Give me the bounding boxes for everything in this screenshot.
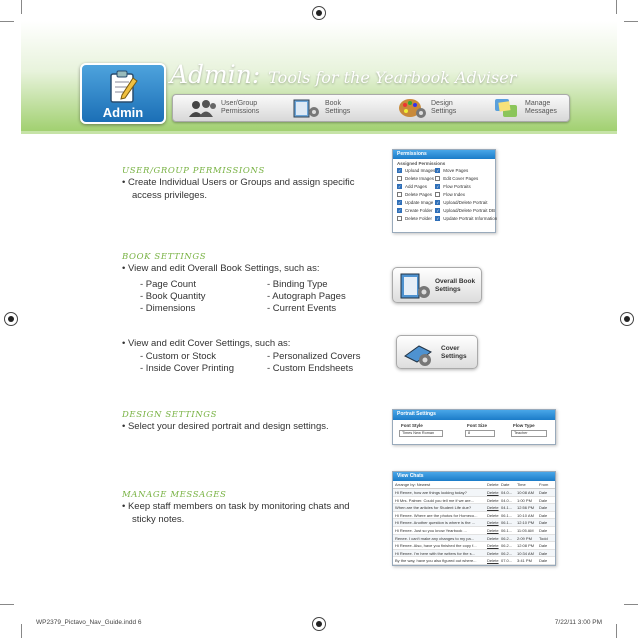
permission-item — [397, 184, 435, 189]
permission-checkbox[interactable] — [397, 176, 402, 181]
permission-checkbox[interactable]: ✓ — [398, 208, 402, 213]
chat-message: Hi Renee. I'm here with the writers for the s... — [395, 550, 475, 556]
header-divider — [21, 131, 617, 134]
chat-time: 12:08 PM — [517, 543, 535, 549]
chat-date: 06.2... — [501, 543, 513, 549]
section-title: DESIGN SETTINGS — [122, 410, 218, 420]
delete-link[interactable]: Delete — [487, 550, 499, 556]
panel-title: Portrait Settings — [393, 410, 555, 420]
button-label: Overall Book Settings — [435, 278, 476, 293]
chat-from: Todd — [539, 535, 548, 541]
chat-time: 12:10 PM — [517, 520, 535, 526]
permission-item — [435, 200, 497, 205]
chat-date: 06.1... — [501, 527, 513, 533]
delete-link[interactable]: Delete — [487, 497, 499, 503]
column-header[interactable]: Delete — [487, 482, 499, 487]
list-item: - Custom Endsheets — [267, 363, 354, 374]
permission-checkbox[interactable]: ✓ — [436, 168, 440, 173]
delete-link[interactable]: Delete — [487, 543, 499, 549]
chat-message: Hi Renee. Just so you know Yearbook ... — [395, 527, 467, 533]
chat-message: Hi Mrs. Palmer. Could you tell me if we are... — [395, 497, 474, 503]
list-item: - Binding Type — [267, 279, 328, 290]
chat-from: Dale — [539, 520, 548, 526]
column-header[interactable]: From — [539, 482, 549, 487]
permission-item — [397, 200, 435, 205]
chat-time: 10:34 AM — [517, 550, 534, 556]
crop-mark — [21, 624, 22, 638]
book-gear-icon — [291, 97, 323, 119]
permission-label: Upload/Delete Portrait — [443, 200, 488, 205]
field-label: Flow Type — [513, 423, 535, 428]
admin-label: Admin — [102, 105, 144, 120]
delete-link[interactable]: Delete — [487, 520, 499, 526]
users-icon — [187, 97, 219, 119]
permission-label: Move Pages — [443, 168, 469, 173]
permission-item — [397, 176, 435, 181]
chat-time: 11:05 AM — [517, 527, 534, 533]
chat-message: Hi Renee. Another question is where is the ... — [395, 520, 476, 526]
field-label: Font Size — [467, 423, 487, 428]
section-cover-settings — [122, 337, 290, 350]
book-gear-icon — [397, 270, 433, 302]
list-item: - Book Quantity — [140, 291, 206, 302]
chat-message: Hi Renee. Where are the photos for Homeco... — [395, 512, 478, 518]
section-bullet-cont: sticky notes. — [132, 514, 185, 525]
panel-title: Permissions — [393, 150, 495, 159]
crop-mark — [616, 0, 617, 14]
chat-time: 10:10 AM — [517, 512, 534, 518]
crop-mark — [0, 604, 14, 605]
crop-mark — [616, 624, 617, 638]
chat-from: Dale — [539, 558, 548, 564]
permission-label: Flow Portraits — [443, 184, 471, 189]
list-item: - Current Events — [267, 303, 337, 314]
permission-item — [435, 176, 497, 181]
permission-item — [397, 216, 435, 221]
chat-date: 06.1... — [501, 512, 513, 518]
chat-row[interactable] — [393, 550, 555, 558]
registration-mark — [312, 6, 326, 20]
list-item: - Autograph Pages — [267, 291, 346, 302]
chat-from: Dale — [539, 543, 548, 549]
registration-mark — [620, 312, 634, 326]
book-list-col2 — [267, 279, 346, 315]
permission-checkbox[interactable] — [397, 192, 402, 197]
clipboard-pen-icon — [103, 68, 143, 108]
title-subtitle: Tools for the Yearbook Adviser — [268, 68, 517, 87]
permission-item — [435, 184, 497, 189]
crop-mark — [0, 21, 14, 22]
admin-nav-bar — [172, 94, 570, 122]
font-style-select[interactable] — [399, 430, 443, 437]
chat-from: Dale — [539, 550, 548, 556]
chat-row[interactable] — [393, 504, 555, 512]
delete-link[interactable]: Delete — [487, 535, 499, 541]
permission-checkbox[interactable]: ✓ — [436, 216, 440, 221]
chat-from: Dale — [539, 490, 548, 495]
delete-link[interactable]: Delete — [487, 512, 499, 518]
permissions-grid — [393, 168, 498, 221]
chat-date: 06.1... — [501, 520, 513, 526]
permission-item — [435, 168, 497, 173]
panel-title: View Chats — [393, 472, 555, 481]
permission-checkbox[interactable]: ✓ — [436, 208, 440, 213]
permission-checkbox[interactable] — [435, 176, 440, 181]
chat-row[interactable] — [393, 512, 555, 520]
chat-row[interactable] — [393, 497, 555, 505]
nav-manage-messages[interactable] — [491, 97, 569, 121]
list-item: - Personalized Covers — [267, 351, 361, 362]
permission-checkbox[interactable]: ✓ — [436, 184, 440, 189]
select-value: 8 — [468, 431, 471, 435]
chat-from: Dale — [539, 527, 548, 533]
chat-date: 07.0... — [501, 558, 513, 564]
chat-date: 04.0... — [501, 490, 513, 495]
permissions-panel — [392, 149, 496, 233]
page-title — [170, 60, 516, 89]
permission-label: Update Image — [405, 200, 434, 205]
permission-label: Edit Cover Pages — [443, 176, 479, 181]
panel-subtitle: Assigned Permissions — [397, 161, 446, 166]
nav-label: User/Group Permissions — [221, 100, 260, 115]
section-title: USER/GROUP PERMISSIONS — [122, 166, 265, 176]
button-label: Cover Settings — [441, 345, 467, 360]
permission-item — [397, 208, 435, 213]
chat-date: 04.0... — [501, 497, 513, 503]
permission-checkbox[interactable]: ✓ — [398, 168, 402, 173]
chat-list — [393, 489, 555, 565]
chat-message: Renee. I can't make any changes to my pa... — [395, 535, 475, 541]
permission-checkbox[interactable]: ✓ — [398, 200, 402, 205]
permission-label: Add Pages — [405, 184, 428, 189]
section-manage-messages — [122, 490, 350, 526]
delete-link[interactable]: Delete — [487, 505, 499, 511]
chat-row[interactable] — [393, 557, 555, 565]
portrait-settings-panel — [392, 409, 556, 445]
chat-message: When are the articles for Student Life due? — [395, 505, 472, 511]
permission-item — [435, 192, 497, 197]
permission-label: Delete Pages — [405, 192, 433, 197]
permission-label: Upload/Delete Portrait DB — [443, 208, 496, 213]
section-bullet: • View and edit Cover Settings, such as: — [122, 338, 291, 349]
crop-mark — [21, 0, 22, 14]
chat-from: Dale — [539, 505, 548, 511]
chat-row[interactable] — [393, 519, 555, 527]
chat-row[interactable] — [393, 489, 555, 497]
chat-time: 10:08 AM — [517, 490, 534, 495]
section-title: BOOK SETTINGS — [122, 252, 207, 262]
list-item: - Inside Cover Printing — [140, 363, 234, 374]
cover-list-col2 — [267, 351, 360, 375]
section-title: MANAGE MESSAGES — [122, 490, 227, 500]
cover-settings-button[interactable] — [396, 335, 478, 369]
view-chats-panel — [392, 471, 556, 566]
permission-label: Delete Images — [405, 176, 435, 181]
chat-from: Dale — [539, 497, 548, 503]
chat-row[interactable] — [393, 542, 555, 550]
section-bullet: • Select your desired portrait and design settings. — [122, 421, 329, 432]
title-main: Admin: — [170, 60, 261, 89]
chat-message: Hi Renee, how are things looking today? — [395, 490, 467, 495]
chat-date: 06.2... — [501, 535, 513, 541]
section-user-group-permissions — [122, 166, 355, 202]
permission-label: Flow Index — [443, 192, 466, 197]
column-header[interactable]: Date — [501, 482, 510, 487]
permission-label: Delete Folder — [405, 216, 433, 221]
nav-label: Manage Messages — [525, 100, 557, 115]
section-bullet: • Create Individual Users or Groups and assign specific — [122, 177, 355, 188]
nav-label: Design Settings — [431, 100, 457, 115]
footer-timestamp: 7/22/11 3:00 PM — [554, 619, 602, 626]
delete-link[interactable]: Delete — [487, 558, 499, 564]
font-size-select[interactable] — [465, 430, 495, 437]
section-design-settings — [122, 410, 329, 433]
crop-mark — [624, 21, 638, 22]
permission-item — [435, 216, 497, 221]
select-value: Teacher — [514, 431, 528, 435]
permission-label: Create Folder — [405, 208, 433, 213]
section-bullet: • View and edit Overall Book Settings, such as: — [122, 263, 320, 274]
overall-book-settings-button[interactable] — [392, 267, 482, 303]
permission-label: Upload Images — [405, 168, 436, 173]
chat-from: Dale — [539, 512, 548, 518]
chat-message: Hi Renee. Also, have you finished the copy f... — [395, 543, 477, 549]
permission-checkbox[interactable] — [397, 216, 402, 221]
nav-design-settings[interactable] — [397, 97, 487, 121]
cover-list-col1 — [140, 351, 234, 375]
section-bullet: • Keep staff members on task by monitoring chats and — [122, 501, 350, 512]
permission-label: Update Portrait Information — [443, 216, 498, 221]
arrange-by-label[interactable]: Arrange by: Newest — [395, 482, 431, 487]
permission-checkbox[interactable]: ✓ — [436, 200, 440, 205]
chat-time: 1:00 PM — [517, 497, 532, 503]
chat-date: 04.1... — [501, 505, 513, 511]
flow-type-select[interactable] — [511, 430, 547, 437]
list-item: - Dimensions — [140, 303, 196, 314]
delete-link[interactable]: Delete — [487, 490, 499, 495]
chat-row[interactable] — [393, 527, 555, 535]
delete-link[interactable]: Delete — [487, 527, 499, 533]
field-label: Font Style — [401, 423, 423, 428]
nav-user-group-permissions[interactable] — [187, 97, 277, 121]
portrait-fields — [393, 420, 555, 444]
book-list-col1 — [140, 279, 205, 315]
crop-mark — [624, 604, 638, 605]
palette-gear-icon — [397, 97, 429, 119]
column-header[interactable]: Time — [517, 482, 526, 487]
section-bullet-cont: access privileges. — [132, 190, 207, 201]
chat-time: 12:56 PM — [517, 505, 535, 511]
permission-checkbox[interactable]: ✓ — [398, 184, 402, 189]
nav-book-settings[interactable] — [291, 97, 381, 121]
section-book-settings — [122, 252, 319, 275]
footer-filename: WP2379_Pictavo_Nav_Guide.indd 6 — [36, 619, 142, 626]
permission-item — [397, 192, 435, 197]
permission-item — [397, 168, 435, 173]
chat-time: 2:09 PM — [517, 535, 532, 541]
chats-header — [393, 481, 555, 489]
chat-date: 06.2... — [501, 550, 513, 556]
nav-label: Book Settings — [325, 100, 351, 115]
list-item: - Page Count — [140, 279, 196, 290]
cover-gear-icon — [401, 338, 435, 368]
permission-checkbox[interactable] — [435, 192, 440, 197]
select-value: Times New Roman — [402, 431, 435, 435]
chat-time: 3:41 PM — [517, 558, 532, 564]
registration-mark — [4, 312, 18, 326]
permission-item — [435, 208, 497, 213]
chat-message: By the way, have you also figured out where... — [395, 558, 477, 564]
list-item: - Custom or Stock — [140, 351, 217, 362]
messages-icon — [491, 97, 523, 119]
registration-mark — [312, 617, 326, 631]
chat-row[interactable] — [393, 535, 555, 543]
admin-badge — [80, 63, 166, 124]
